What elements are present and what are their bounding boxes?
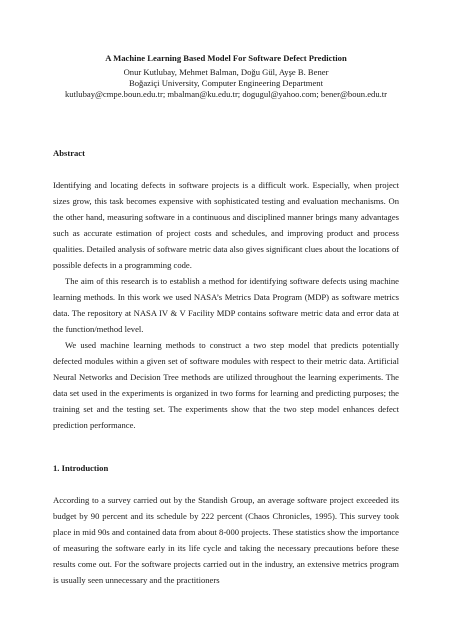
abstract-paragraph-1: Identifying and locating defects in software projects is a difficult work. Especially, when project sizes grow, this task becomes expensive with sophisticated testing and evaluation mechanisms. On the other hand, measuring software in a continuous and disciplined manner brings many advantages such as accurate estimation of project costs and schedules, and improving product and process qualities. Detailed analysis of software metric data also gives significant clues about the locations of possible defects in a programming code. [53, 180, 399, 270]
abstract-paragraph-2: The aim of this research is to establish a method for identifying software defects using machine learning methods. In this work we used NASA’s Metrics Data Program (MDP) as software metrics data. The repository at NASA IV & V Facility MDP contains software metric data and error data at the function/method level. [53, 276, 399, 334]
introduction-heading: 1. Introduction [53, 463, 109, 473]
abstract-paragraph-3: We used machine learning methods to construct a two step model that predicts potentially defected modules within a given set of software modules with respect to their metric data. Artificial Neural Networks and Decision Tree methods are utilized throughout the learning experiments. The data set used in the experiments is organized in two forms for learning and predicting purposes; the training set and the testing set. The experiments show that the two step model enhances defect prediction performance. [53, 340, 399, 430]
author-list: Onur Kutlubay, Mehmet Balman, Doğu Gül, Ayşe B. Bener [123, 67, 329, 77]
introduction-paragraph: According to a survey carried out by the Standish Group, an average software project exceeded its budget by 90 percent and its schedule by 222 percent (Chaos Chronicles, 1995). This survey took place in mid 90s and contained data from about 8-000 projects. These statistics show the importance of measuring the software early in its life cycle and taking the necessary precautions before these results come out. For the software projects carried out in the industry, an extensive metrics program is usually seen unnecessary and the practitioners [53, 495, 399, 585]
abstract-heading: Abstract [53, 148, 85, 158]
paper-title: A Machine Learning Based Model For Software Defect Prediction [105, 53, 347, 63]
author-emails: kutlubay@cmpe.boun.edu.tr; mbalman@ku.edu.tr; dogugul@yahoo.com; bener@boun.edu.tr [64, 89, 388, 99]
affiliation: Boğaziçi University, Computer Engineering Department [129, 78, 323, 88]
